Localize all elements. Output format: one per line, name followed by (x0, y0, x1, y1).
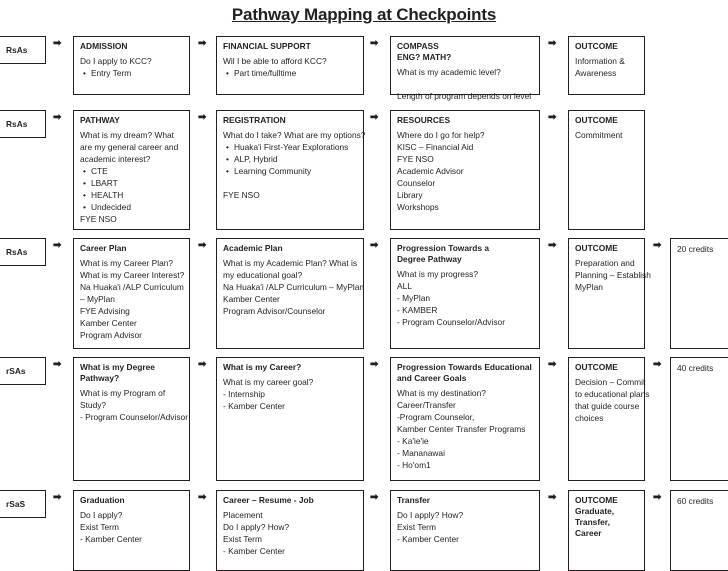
card-line: Library (397, 190, 423, 200)
bullet-item: • Undecided (80, 201, 183, 213)
card-line: FYE NSO (397, 154, 434, 164)
card-title: OUTCOME (575, 115, 618, 125)
card-title: RESOURCES (397, 115, 451, 125)
card-line: academic interest? (80, 154, 151, 164)
checkpoint-row (0, 490, 728, 571)
checkpoint-card (73, 110, 190, 230)
card-line: Na Huaka'i /ALP Curriculum – MyPlan (223, 282, 365, 292)
card-line: that guide course (575, 401, 640, 411)
card-line: Career/Transfer (397, 400, 456, 410)
card-line: choices (575, 413, 604, 423)
right-arrow-icon: ➡ (53, 38, 62, 49)
card-line: Commitment (575, 130, 623, 140)
card-title: OUTCOME Graduate, Transfer, Career (575, 495, 618, 538)
right-arrow-icon: ➡ (370, 359, 379, 370)
card-line: - Ho'om1 (397, 460, 431, 470)
checkpoint-card (216, 490, 364, 571)
row-label: rSAs (0, 357, 46, 385)
checkpoint-card (390, 238, 540, 349)
card-title: FINANCIAL SUPPORT (223, 41, 311, 51)
right-arrow-icon: ➡ (370, 240, 379, 251)
right-arrow-icon: ➡ (370, 38, 379, 49)
card-line: - Ka'ie'ie (397, 436, 429, 446)
card-line: FYE NSO (223, 190, 260, 200)
right-arrow-icon: ➡ (53, 112, 62, 123)
card-line: Kamber Center Transfer Programs (397, 424, 526, 434)
card-title: COMPASS ENG? MATH? (397, 41, 452, 62)
card-line: Program Advisor (80, 330, 142, 340)
card-line: Academic Advisor (397, 166, 464, 176)
card-line: Kamber Center (223, 294, 280, 304)
card-line: What is my progress? (397, 269, 478, 279)
card-line: What is my academic level? (397, 67, 501, 77)
spacer (397, 78, 533, 90)
card-line: - Kamber Center (223, 401, 285, 411)
card-line: Workshops (397, 202, 439, 212)
checkpoint-card (568, 238, 651, 349)
card-line: FYE NSO (80, 214, 117, 224)
card-title: OUTCOME (575, 41, 618, 51)
card-line: Wil I be able to afford KCC? (223, 56, 327, 66)
card-line: - Kamber Center (223, 546, 285, 556)
card-line: What is my destination? (397, 388, 486, 398)
right-arrow-icon: ➡ (548, 359, 557, 370)
checkpoint-row (0, 357, 728, 481)
card-line: are my general career and (80, 142, 179, 152)
card-title: PATHWAY (80, 115, 120, 125)
bullet-item: • LBART (80, 177, 183, 189)
card-line: Information & (575, 56, 625, 66)
checkpoint-card (73, 36, 190, 95)
card-line: – MyPlan (80, 294, 115, 304)
right-arrow-icon: ➡ (548, 240, 557, 251)
bullet-item: • HEALTH (80, 189, 183, 201)
card-line: Do I apply? How? (397, 510, 464, 520)
card-title: REGISTRATION (223, 115, 286, 125)
credits-box: 60 credits (670, 490, 728, 571)
card-line: - Kamber Center (397, 534, 459, 544)
card-line: Exist Term (397, 522, 436, 532)
card-line: Do I apply to KCC? (80, 56, 152, 66)
card-line: - Program Counselor/Advisor (80, 412, 188, 422)
credits-box: 40 credits (670, 357, 728, 481)
card-title: Progression Towards a Degree Pathway (397, 243, 489, 264)
right-arrow-icon: ➡ (548, 112, 557, 123)
card-line: Length of program depends on level (397, 91, 532, 101)
card-line: Placement (223, 510, 263, 520)
card-line: What is my Career Plan? (80, 258, 174, 268)
card-line: What do I take? What are my options? (223, 130, 366, 140)
card-title: What is my Career? (223, 362, 302, 372)
checkpoint-card (73, 238, 190, 349)
card-line: Program Advisor/Counselor (223, 306, 326, 316)
right-arrow-icon: ➡ (653, 359, 662, 370)
card-line: MyPlan (575, 282, 603, 292)
card-line: What is my Program of (80, 388, 166, 398)
card-title: What is my Degree Pathway? (80, 362, 155, 383)
checkpoint-card (216, 238, 364, 349)
card-line: FYE Advising (80, 306, 130, 316)
card-line: - Internship (223, 389, 265, 399)
checkpoint-card (390, 110, 540, 230)
right-arrow-icon: ➡ (653, 492, 662, 503)
card-title: OUTCOME (575, 243, 618, 253)
checkpoint-card (390, 357, 540, 481)
card-line: - KAMBER (397, 305, 438, 315)
card-line: -Program Counselor, (397, 412, 475, 422)
spacer (223, 177, 357, 189)
row-label: RsAs (0, 36, 46, 64)
page-title: Pathway Mapping at Checkpoints (231, 5, 497, 24)
card-title: Progression Towards Educational and Career Goals (397, 362, 532, 383)
bullet-item: • Learning Community (223, 165, 357, 177)
right-arrow-icon: ➡ (370, 112, 379, 123)
card-line: Do I apply? (80, 510, 123, 520)
card-title: ADMISSION (80, 41, 128, 51)
card-title: Graduation (80, 495, 125, 505)
card-line: What is my Academic Plan? What is (223, 258, 358, 268)
checkpoint-row (0, 36, 728, 101)
card-line: - Program Counselor/Advisor (397, 317, 505, 327)
right-arrow-icon: ➡ (653, 240, 662, 251)
checkpoint-card (390, 490, 540, 571)
card-line: Do I apply? How? (223, 522, 290, 532)
checkpoint-card (390, 36, 540, 101)
checkpoint-card (568, 110, 645, 230)
card-line: What is my career goal? (223, 377, 314, 387)
row-label: rSaS (0, 490, 46, 518)
bullet-item: • Entry Term (80, 67, 183, 79)
card-line: Where do I go for help? (397, 130, 485, 140)
card-line: to educational plans (575, 389, 650, 399)
checkpoint-card (73, 490, 190, 571)
card-line: What is my dream? What (80, 130, 175, 140)
right-arrow-icon: ➡ (198, 359, 207, 370)
checkpoint-card (216, 36, 364, 95)
right-arrow-icon: ➡ (198, 112, 207, 123)
right-arrow-icon: ➡ (198, 240, 207, 251)
card-line: KISC – Financial Aid (397, 142, 474, 152)
card-line: Preparation and (575, 258, 635, 268)
checkpoint-card (568, 36, 645, 95)
card-line: Study? (80, 400, 107, 410)
card-title: OUTCOME (575, 362, 618, 372)
right-arrow-icon: ➡ (198, 38, 207, 49)
checkpoint-row (0, 110, 728, 230)
card-line: - Mananawai (397, 448, 445, 458)
card-line: Exist Term (223, 534, 262, 544)
bullet-item: • ALP, Hybrid (223, 153, 357, 165)
card-line: Exist Term (80, 522, 119, 532)
card-line: Awareness (575, 68, 617, 78)
card-line: ALL (397, 281, 412, 291)
right-arrow-icon: ➡ (53, 492, 62, 503)
right-arrow-icon: ➡ (53, 240, 62, 251)
card-line: my educational goal? (223, 270, 303, 280)
card-line: Decision – Commit (575, 377, 646, 387)
card-title: Transfer (397, 495, 431, 505)
right-arrow-icon: ➡ (548, 38, 557, 49)
checkpoint-card (568, 490, 645, 571)
card-line: Counselor (397, 178, 436, 188)
card-line: Planning – Establish (575, 270, 651, 280)
right-arrow-icon: ➡ (198, 492, 207, 503)
card-line: - MyPlan (397, 293, 431, 303)
card-title: Career Plan (80, 243, 127, 253)
checkpoint-card (73, 357, 190, 481)
checkpoint-card (216, 110, 364, 230)
credits-box: 20 credits (670, 238, 728, 349)
row-label: RsAs (0, 110, 46, 138)
card-title: Career – Resume - Job (223, 495, 314, 505)
checkpoint-row (0, 238, 728, 349)
checkpoint-card (216, 357, 364, 481)
card-line: What is my Career Interest? (80, 270, 185, 280)
bullet-item: • Part time/fulltime (223, 67, 357, 79)
bullet-item: • CTE (80, 165, 183, 177)
right-arrow-icon: ➡ (548, 492, 557, 503)
row-label: RsAs (0, 238, 46, 266)
right-arrow-icon: ➡ (370, 492, 379, 503)
checkpoint-card (568, 357, 650, 481)
right-arrow-icon: ➡ (53, 359, 62, 370)
card-title: Academic Plan (223, 243, 283, 253)
bullet-item: • Huaka'i First-Year Explorations (223, 141, 357, 153)
card-line: - Kamber Center (80, 534, 142, 544)
card-line: Na Huaka'i /ALP Curriculum (80, 282, 184, 292)
card-line: Kamber Center (80, 318, 137, 328)
